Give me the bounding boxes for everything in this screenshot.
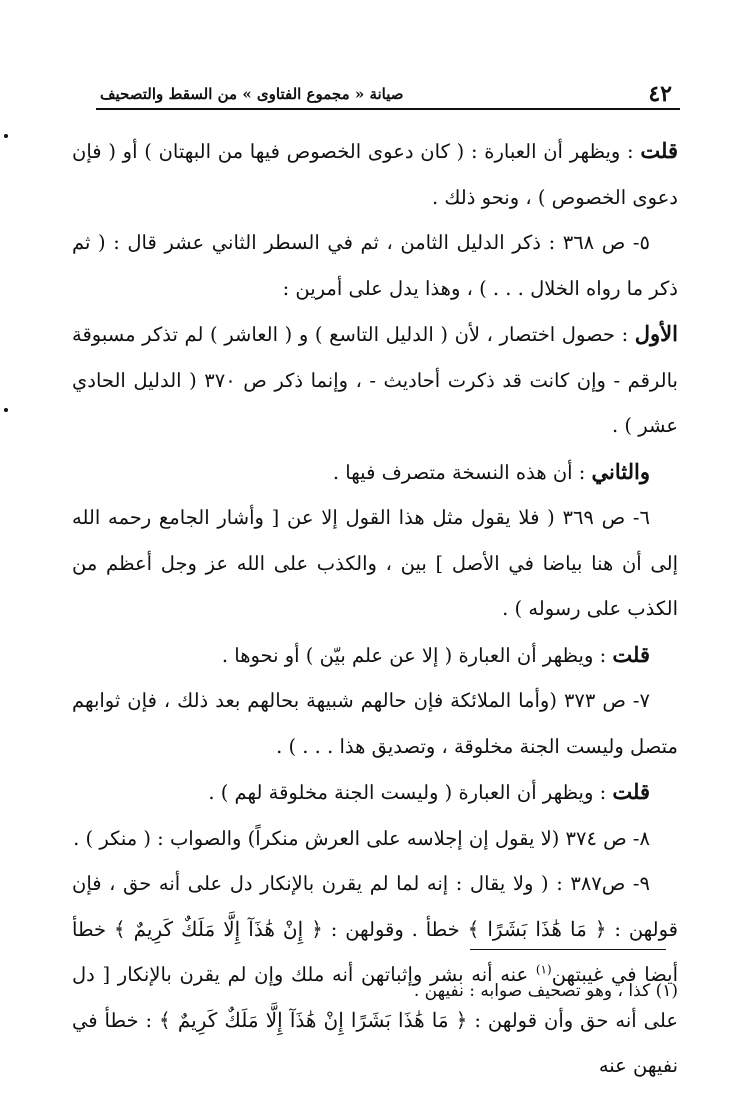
main-text [72, 128, 678, 1089]
paragraph [72, 861, 678, 1089]
footnote-reference: (١) [535, 962, 552, 977]
paragraph [72, 128, 678, 220]
paragraph-text: خطأ . وقولهن : [322, 917, 468, 941]
quran-quote: ﴿ إِنْ هَٰذَآ إِلَّا مَلَكٌ كَرِيمٌ ﴾ [113, 916, 323, 941]
quran-quote: ﴿ مَا هَٰذَا بَشَرًا إِنْ هَٰذَآ إِلَّا مَلَكٌ كَرِيمٌ ﴾ [159, 1007, 468, 1032]
paragraph-text: ٥- ص ٣٦٨ : ذكر الدليل الثامن ، ثم في السطر الثاني عشر قال : ( ثم ذكر ما رواه الخلال . . . ) ، وهذا يدل على أمرين : [72, 231, 678, 300]
paragraph-text: ٨- ص ٣٧٤ (لا يقول إن إجلاسه على العرش منكراً) والصواب : ( منكر ) . [73, 826, 650, 850]
paragraph-text: ٩- ص٣٨٧ : ( ولا يقال : إنه لما لم يقرن بالإنكار دل على أنه حق ، فإن قولهن : [72, 872, 679, 941]
page-header [96, 80, 680, 110]
paragraph [72, 632, 678, 679]
paragraph-text: : ويظهر أن العبارة : ( كان دعوى الخصوص فيها من البهتان ) أو ( فإن دعوى الخصوص ) ، ونحو ذلك . [72, 140, 678, 209]
quran-quote: ﴿ مَا هَٰذَا بَشَرًا ﴾ [467, 916, 607, 941]
paragraph [72, 220, 678, 311]
footnote-divider [470, 949, 666, 950]
footnote-text: (١) كذا ، وهو تصحيف صوابه : نفيهن . [413, 981, 678, 1001]
paragraph-text: : ويظهر أن العبارة ( وليست الجنة مخلوقة لهم ) . [208, 781, 613, 804]
margin-mark [4, 134, 8, 138]
running-title: صيانة « مجموع الفتاوى » من السقط والتصحيف [100, 85, 404, 103]
paragraph-text: عنه أنه بشر وإثباتهن أنه ملك وإن لم يقرن بالإنكار [ دل على أنه حق وأن قولهن : [72, 963, 679, 1032]
paragraph [72, 449, 678, 496]
paragraph-text: ٦- ص ٣٦٩ ( فلا يقول مثل هذا القول إلا عن [ وأشار الجامع رحمه الله إلى أن هنا بياضا في الأصل ] بين ، والكذب على الله عز وجل أعظم من الكذب على رسوله ) . [72, 506, 678, 620]
paragraph [72, 311, 678, 449]
paragraph [72, 678, 678, 769]
paragraph [72, 495, 678, 632]
paragraph-lead: الأول [634, 321, 678, 346]
paragraph-text: خطأ أيضا في غيبتهن [72, 917, 678, 986]
paragraph-lead: قلت [612, 641, 650, 667]
footnote [72, 976, 678, 1006]
margin-mark [4, 408, 8, 412]
paragraph-lead: والثاني [591, 458, 650, 484]
paragraph-text: : خطأ في نفيهن عنه [72, 1008, 678, 1077]
paragraph [72, 769, 678, 816]
paragraph-lead: قلت [612, 779, 650, 804]
paragraph-text: ٧- ص ٣٧٣ (وأما الملائكة فإن حالهم شبيهة بحالهم بعد ذلك ، فإن ثوابهم متصل وليست الجنة مخلوقة ، وتصديق هذا . . . ) . [72, 689, 678, 758]
paragraph-text: : أن هذه النسخة متصرف فيها . [332, 460, 592, 484]
paragraph [72, 816, 678, 862]
paragraph-text: : حصول اختصار ، لأن ( الدليل التاسع ) و ( العاشر ) لم تذكر مسبوقة بالرقم - وإن كانت قد ذكرت أحاديث - ، وإنما ذكر ص ٣٧٠ ( الدليل الحادي عشر ) . [72, 323, 678, 437]
page-number: ٤٢ [648, 81, 672, 107]
paragraph-text: : ويظهر أن العبارة ( إلا عن علم بيّن ) أو نحوها . [221, 643, 613, 667]
paragraph-lead: قلت [640, 138, 678, 163]
